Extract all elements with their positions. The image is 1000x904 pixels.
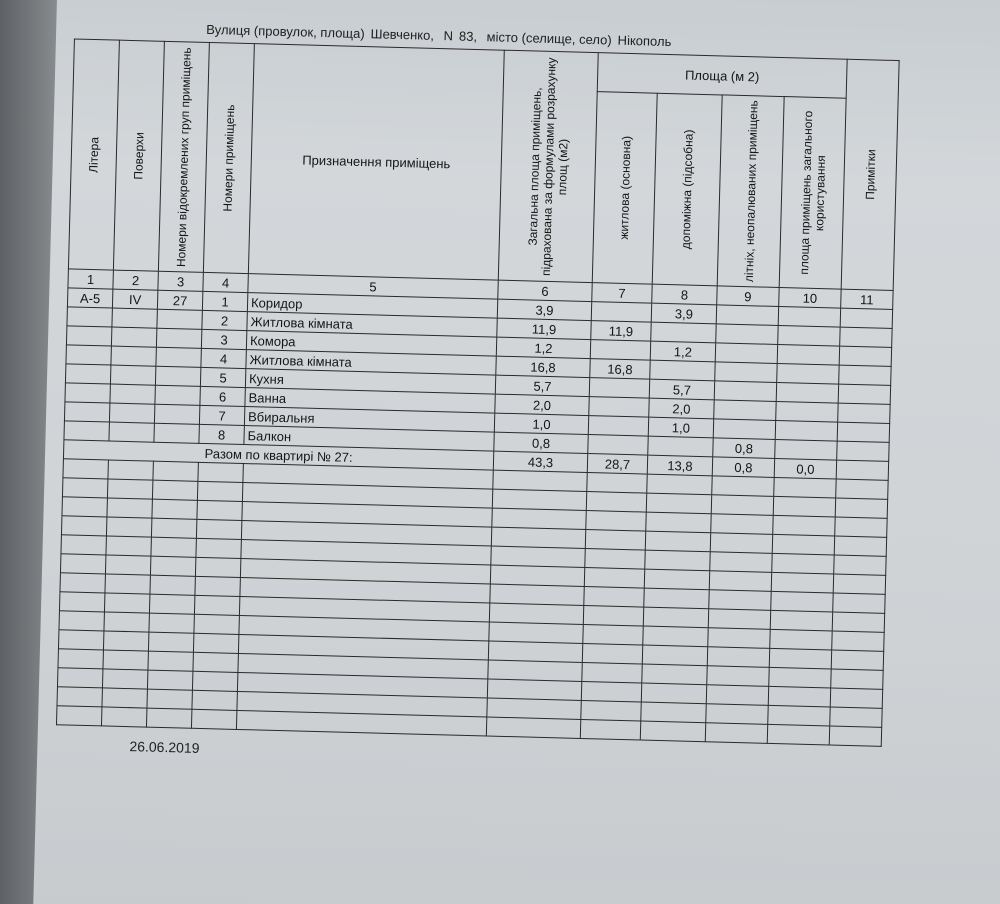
summer-area-cell bbox=[715, 362, 777, 383]
street-value: Шевченко, bbox=[370, 26, 435, 43]
room-purpose-cell: Житлова кімната bbox=[246, 350, 496, 376]
empty-cell bbox=[835, 498, 887, 518]
room-number-cell: 1 bbox=[202, 291, 247, 311]
group-cell bbox=[155, 366, 200, 386]
empty-cell bbox=[60, 554, 105, 574]
col-common-header: площа приміщень загального користування bbox=[779, 97, 846, 290]
room-number-cell: 6 bbox=[200, 386, 245, 406]
total-area-cell: 2,0 bbox=[495, 394, 589, 415]
empty-cell bbox=[708, 628, 770, 649]
empty-cell bbox=[583, 624, 643, 645]
empty-cell bbox=[194, 614, 239, 634]
col-summer-header: літніх, неопалюваних приміщень bbox=[717, 95, 784, 288]
column-number-cell: 7 bbox=[592, 283, 652, 304]
total-area-cell: 0,8 bbox=[494, 432, 588, 453]
aux-area-cell bbox=[648, 436, 713, 457]
room-number-cell: 5 bbox=[200, 367, 245, 387]
column-number-cell: 9 bbox=[717, 286, 779, 307]
empty-cell bbox=[830, 688, 882, 708]
empty-cell bbox=[194, 595, 239, 615]
empty-cell bbox=[59, 611, 104, 631]
empty-cell bbox=[487, 679, 581, 700]
empty-cell bbox=[773, 496, 836, 517]
empty-cell bbox=[771, 572, 834, 593]
empty-cell bbox=[490, 565, 584, 586]
common-area-cell bbox=[775, 420, 838, 441]
column-number-cell: 10 bbox=[779, 287, 842, 308]
living-area-cell bbox=[591, 302, 651, 323]
summer-area-cell bbox=[714, 381, 776, 402]
common-area-cell bbox=[778, 325, 841, 346]
empty-cell bbox=[770, 610, 833, 631]
empty-cell bbox=[587, 473, 647, 494]
room-purpose-cell: Балкон bbox=[244, 426, 494, 452]
empty-cell bbox=[644, 569, 709, 590]
common-area-cell bbox=[775, 439, 838, 460]
empty-cell bbox=[152, 499, 197, 519]
floor-cell bbox=[110, 384, 155, 404]
column-number-cell: 1 bbox=[68, 269, 113, 289]
living-area-cell bbox=[589, 397, 649, 418]
room-number-cell: 2 bbox=[202, 310, 247, 330]
empty-cell bbox=[104, 612, 149, 632]
summary-common: 0,0 bbox=[774, 458, 837, 479]
empty-cell bbox=[493, 470, 587, 491]
empty-cell bbox=[769, 667, 832, 688]
empty-cell bbox=[584, 586, 644, 607]
living-area-cell bbox=[588, 416, 648, 437]
empty-cell bbox=[56, 706, 101, 726]
empty-cell bbox=[645, 550, 710, 571]
empty-cell bbox=[832, 612, 884, 632]
empty-cell bbox=[706, 704, 768, 725]
empty-cell bbox=[772, 534, 835, 555]
litera-cell bbox=[64, 402, 109, 422]
empty-cell bbox=[103, 650, 148, 670]
empty-cell bbox=[196, 519, 241, 539]
notes-cell bbox=[837, 422, 889, 442]
area-group-header: Площа (м 2) bbox=[597, 53, 847, 99]
empty-cell bbox=[192, 690, 237, 710]
empty-cell bbox=[707, 647, 769, 668]
empty-cell bbox=[59, 592, 104, 612]
aux-area-cell: 1,0 bbox=[648, 417, 713, 438]
empty-cell bbox=[490, 584, 584, 605]
litera-cell bbox=[66, 345, 111, 365]
empty-cell bbox=[191, 709, 236, 729]
room-purpose-cell: Вбиральня bbox=[244, 407, 494, 433]
empty-cell bbox=[772, 553, 835, 574]
empty-cell bbox=[58, 630, 103, 650]
room-number-cell: 8 bbox=[199, 424, 244, 444]
empty-cell bbox=[646, 493, 711, 514]
empty-cell bbox=[193, 652, 238, 672]
litera-cell bbox=[67, 307, 112, 327]
total-area-cell: 3,9 bbox=[497, 299, 591, 320]
city-label: місто (селище, село) bbox=[486, 29, 612, 48]
living-area-cell: 16,8 bbox=[590, 359, 650, 380]
empty-cell bbox=[62, 497, 107, 517]
empty-cell bbox=[491, 527, 585, 548]
group-cell bbox=[156, 328, 201, 348]
empty-cell bbox=[197, 500, 242, 520]
empty-cell bbox=[57, 687, 102, 707]
empty-cell bbox=[705, 723, 767, 744]
total-area-cell: 1,0 bbox=[494, 413, 588, 434]
room-purpose-cell: Коридор bbox=[247, 293, 497, 319]
aux-area-cell bbox=[650, 360, 715, 381]
empty-cell bbox=[585, 530, 645, 551]
group-cell bbox=[157, 309, 202, 329]
rooms-table bbox=[56, 38, 900, 746]
summer-area-cell bbox=[715, 343, 777, 364]
living-area-cell bbox=[590, 340, 650, 361]
floor-cell bbox=[110, 365, 155, 385]
empty-cell bbox=[153, 461, 198, 481]
column-number-cell: 5 bbox=[248, 274, 498, 300]
empty-cell bbox=[193, 633, 238, 653]
empty-cell bbox=[106, 536, 151, 556]
empty-cell bbox=[707, 666, 769, 687]
empty-cell bbox=[582, 662, 642, 683]
empty-cell bbox=[147, 689, 192, 709]
common-area-cell bbox=[776, 401, 839, 422]
empty-cell bbox=[645, 531, 710, 552]
empty-cell bbox=[641, 683, 706, 704]
empty-cell bbox=[107, 479, 152, 499]
column-number-cell: 8 bbox=[652, 284, 717, 305]
empty-cell bbox=[146, 708, 191, 728]
empty-cell bbox=[774, 477, 837, 498]
empty-cell bbox=[488, 641, 582, 662]
empty-cell bbox=[150, 575, 195, 595]
empty-cell bbox=[580, 719, 640, 740]
living-area-cell bbox=[588, 435, 648, 456]
empty-cell bbox=[773, 515, 836, 536]
notes-cell bbox=[839, 365, 891, 385]
empty-cell bbox=[103, 631, 148, 651]
column-number-cell: 11 bbox=[841, 289, 893, 309]
notes-cell bbox=[840, 327, 892, 347]
aux-area-cell: 5,7 bbox=[649, 379, 714, 400]
room-purpose-cell: Комора bbox=[246, 331, 496, 357]
notes-cell bbox=[839, 346, 891, 366]
empty-cell bbox=[192, 671, 237, 691]
empty-cell bbox=[195, 557, 240, 577]
total-area-cell: 1,2 bbox=[496, 337, 590, 358]
empty-cell bbox=[710, 533, 772, 554]
group-cell bbox=[154, 404, 199, 424]
summer-area-cell bbox=[716, 324, 778, 345]
empty-cell bbox=[195, 576, 240, 596]
col-notes-header: Примітки bbox=[841, 59, 899, 290]
empty-cell bbox=[835, 517, 887, 537]
empty-cell bbox=[711, 495, 773, 516]
empty-cell bbox=[60, 573, 105, 593]
group-cell bbox=[155, 385, 200, 405]
col-floors-header: Поверхи bbox=[113, 40, 164, 271]
empty-cell bbox=[102, 688, 147, 708]
floor-cell bbox=[109, 403, 154, 423]
litera-cell bbox=[66, 326, 111, 346]
street-label: Вулиця (провулок, площа) bbox=[206, 21, 365, 42]
empty-cell bbox=[147, 670, 192, 690]
total-area-cell: 16,8 bbox=[496, 356, 590, 377]
empty-cell bbox=[102, 669, 147, 689]
col-living-header: житлова (основна) bbox=[592, 92, 657, 285]
empty-cell bbox=[836, 479, 888, 499]
empty-cell bbox=[768, 705, 831, 726]
empty-cell bbox=[61, 516, 106, 536]
empty-cell bbox=[148, 632, 193, 652]
notes-cell bbox=[838, 403, 890, 423]
empty-cell bbox=[586, 492, 646, 513]
litera-cell bbox=[64, 421, 109, 441]
col-aux-header: допоміжна (підсобна) bbox=[652, 93, 722, 286]
empty-cell bbox=[833, 593, 885, 613]
living-area-cell bbox=[589, 378, 649, 399]
floor-cell bbox=[111, 327, 156, 347]
empty-cell bbox=[62, 478, 107, 498]
empty-cell bbox=[833, 574, 885, 594]
document-date: 26.06.2019 bbox=[129, 738, 200, 756]
empty-cell bbox=[108, 460, 153, 480]
aux-area-cell: 2,0 bbox=[649, 398, 714, 419]
litera-cell: А-5 bbox=[67, 288, 112, 308]
empty-cell bbox=[646, 512, 711, 533]
summer-area-cell bbox=[714, 400, 776, 421]
empty-cell bbox=[710, 552, 772, 573]
empty-cell bbox=[101, 707, 146, 727]
col-litera-header: Літера bbox=[68, 39, 119, 270]
empty-cell bbox=[148, 651, 193, 671]
empty-cell bbox=[709, 590, 771, 611]
empty-cell bbox=[196, 538, 241, 558]
empty-cell bbox=[492, 489, 586, 510]
notes-cell bbox=[840, 308, 892, 328]
empty-cell bbox=[644, 588, 709, 609]
empty-cell bbox=[58, 649, 103, 669]
empty-cell bbox=[150, 556, 195, 576]
room-number-cell: 4 bbox=[201, 348, 246, 368]
col-groups-header: Номери відокремлених груп приміщень bbox=[158, 41, 209, 272]
floor-cell bbox=[109, 422, 154, 442]
col-purpose-header: Призначення приміщень bbox=[248, 44, 504, 280]
summary-total: 43,3 bbox=[493, 451, 587, 472]
empty-cell bbox=[767, 724, 830, 745]
summary-living: 28,7 bbox=[587, 454, 647, 475]
floor-cell: IV bbox=[112, 289, 157, 309]
empty-cell bbox=[585, 549, 645, 570]
header-row-top bbox=[73, 39, 899, 100]
empty-cell bbox=[712, 476, 774, 497]
empty-cell bbox=[642, 645, 707, 666]
empty-cell bbox=[834, 536, 886, 556]
empty-cell bbox=[768, 686, 831, 707]
aux-area-cell bbox=[651, 322, 716, 343]
number-label: N bbox=[443, 28, 454, 44]
city-value: Нікополь bbox=[617, 32, 672, 50]
room-purpose-cell: Ванна bbox=[245, 388, 495, 414]
empty-cell bbox=[708, 609, 770, 630]
empty-cell bbox=[106, 517, 151, 537]
summary-summer: 0,8 bbox=[712, 457, 774, 478]
summary-notes bbox=[836, 460, 888, 480]
empty-cell bbox=[643, 626, 708, 647]
aux-area-cell: 1,2 bbox=[650, 341, 715, 362]
common-area-cell bbox=[776, 382, 839, 403]
common-area-cell bbox=[777, 344, 840, 365]
empty-cell bbox=[581, 681, 641, 702]
notes-cell bbox=[837, 441, 889, 461]
floor-cell bbox=[112, 308, 157, 328]
empty-cell bbox=[107, 498, 152, 518]
living-area-cell: 11,9 bbox=[591, 321, 651, 342]
empty-cell bbox=[584, 567, 644, 588]
document-sheet bbox=[32, 0, 1000, 904]
empty-cell bbox=[486, 717, 580, 738]
empty-cell bbox=[489, 603, 583, 624]
group-cell bbox=[154, 423, 199, 443]
empty-cell bbox=[63, 459, 108, 479]
col-total-header: Загальна площа приміщень, підрахована за формулами розрахунку площ (м2) bbox=[498, 50, 598, 282]
empty-cell bbox=[831, 669, 883, 689]
empty-cell bbox=[711, 514, 773, 535]
common-area-cell bbox=[777, 363, 840, 384]
total-area-cell: 5,7 bbox=[495, 375, 589, 396]
column-number-cell: 4 bbox=[203, 272, 248, 292]
summary-aux: 13,8 bbox=[647, 455, 712, 476]
room-purpose-cell: Кухня bbox=[245, 369, 495, 395]
empty-cell bbox=[152, 480, 197, 500]
empty-cell bbox=[487, 698, 581, 719]
empty-cell bbox=[57, 668, 102, 688]
summary-label: Разом по квартирі № 27: bbox=[63, 440, 493, 470]
room-number-cell: 7 bbox=[199, 405, 244, 425]
notes-cell bbox=[838, 384, 890, 404]
group-cell: 27 bbox=[157, 290, 202, 310]
empty-cell bbox=[586, 511, 646, 532]
empty-cell bbox=[61, 535, 106, 555]
empty-cell bbox=[105, 574, 150, 594]
empty-cell bbox=[770, 629, 833, 650]
summer-area-cell bbox=[716, 305, 778, 326]
empty-cell bbox=[149, 594, 194, 614]
empty-cell bbox=[769, 648, 832, 669]
room-purpose-cell: Житлова кімната bbox=[247, 312, 497, 338]
litera-cell bbox=[65, 364, 110, 384]
number-value: 83, bbox=[458, 28, 478, 44]
empty-cell bbox=[831, 650, 883, 670]
empty-cell bbox=[105, 555, 150, 575]
empty-cell bbox=[197, 481, 242, 501]
empty-cell bbox=[581, 700, 641, 721]
empty-cell bbox=[771, 591, 834, 612]
total-area-cell: 11,9 bbox=[497, 318, 591, 339]
column-number-cell: 6 bbox=[498, 280, 592, 301]
empty-cell bbox=[492, 508, 586, 529]
empty-cell bbox=[709, 571, 771, 592]
empty-cell bbox=[198, 462, 243, 482]
empty-cell bbox=[706, 685, 768, 706]
empty-cell bbox=[641, 702, 706, 723]
empty-cell bbox=[834, 555, 886, 575]
aux-area-cell: 3,9 bbox=[651, 303, 716, 324]
summer-area-cell bbox=[713, 419, 775, 440]
col-rooms-header: Номери приміщень bbox=[203, 42, 254, 273]
empty-cell bbox=[647, 474, 712, 495]
empty-cell bbox=[489, 622, 583, 643]
summer-area-cell: 0,8 bbox=[713, 438, 775, 459]
empty-cell bbox=[832, 631, 884, 651]
empty-cell bbox=[583, 605, 643, 626]
column-number-cell: 2 bbox=[113, 270, 158, 290]
common-area-cell bbox=[778, 306, 841, 327]
litera-cell bbox=[65, 383, 110, 403]
empty-cell bbox=[642, 664, 707, 685]
empty-cell bbox=[151, 537, 196, 557]
empty-cell bbox=[104, 593, 149, 613]
empty-cell bbox=[830, 707, 882, 727]
empty-cell bbox=[829, 726, 881, 746]
empty-cell bbox=[488, 660, 582, 681]
room-number-cell: 3 bbox=[201, 329, 246, 349]
empty-cell bbox=[491, 546, 585, 567]
empty-cell bbox=[640, 721, 705, 742]
empty-cell bbox=[582, 643, 642, 664]
group-cell bbox=[156, 347, 201, 367]
empty-cell bbox=[643, 607, 708, 628]
empty-cell bbox=[151, 518, 196, 538]
column-number-cell: 3 bbox=[158, 271, 203, 291]
empty-cell bbox=[149, 613, 194, 633]
floor-cell bbox=[111, 346, 156, 366]
